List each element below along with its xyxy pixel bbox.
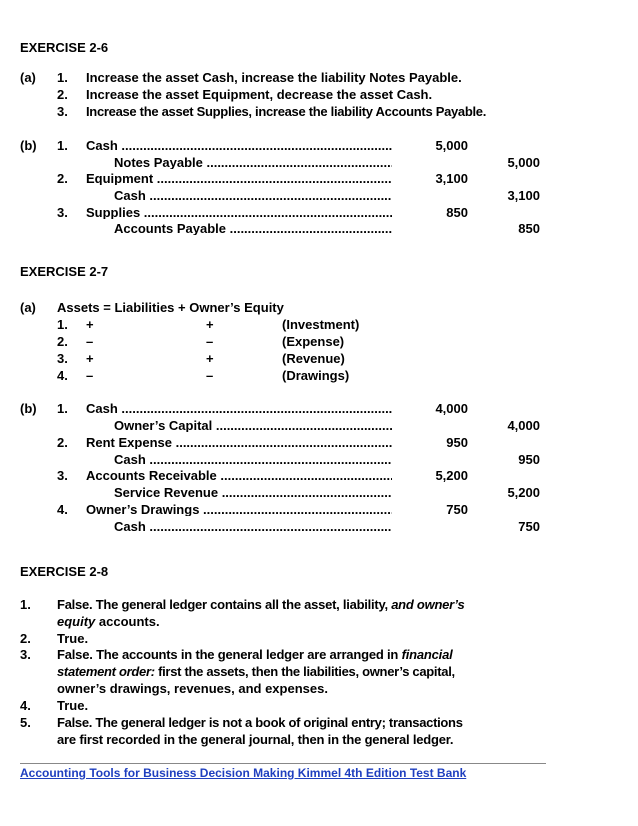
ex27-row-1-equity: + bbox=[206, 317, 214, 332]
ex26-entry-1-credit: Notes Payable ..... bbox=[114, 156, 392, 169]
ex28-item-1-text: False. The general ledger contains all the asset, liability, bbox=[57, 597, 392, 612]
ex28-item-4-line-1: True. bbox=[57, 698, 89, 713]
ex26-entry-2-num: 2. bbox=[57, 171, 68, 186]
ex26-entry-3-num: 3. bbox=[57, 205, 68, 220]
ex27-row-2-note: (Expense) bbox=[282, 334, 345, 349]
ex27-row-2-equity: – bbox=[206, 334, 214, 349]
ex27-entry-2-credit: Cash ..... bbox=[114, 453, 392, 466]
ex27-entry-4-debit: Owner’s Drawings ..... bbox=[86, 503, 392, 516]
ex27-entry-4-credit-amount: 750 bbox=[518, 519, 540, 534]
ex27-entry-3-debit-amount: 5,200 bbox=[435, 468, 468, 483]
ex27-part-a-label: (a) bbox=[20, 300, 36, 315]
ex27-entry-1-credit: Owner’s Capital ..... bbox=[114, 419, 392, 432]
ex26-part-a-label: (a) bbox=[20, 70, 36, 85]
ex26-entry-1-debit: Cash ..... bbox=[86, 139, 392, 152]
ex26-a-text-2: Increase the asset Equipment, decrease the asset Cash. bbox=[86, 87, 433, 102]
ex27-entry-3-num: 3. bbox=[57, 468, 68, 483]
ex26-entry-1-credit-amount: 5,000 bbox=[507, 155, 540, 170]
ex26-entry-2-credit-amount: 3,100 bbox=[507, 188, 540, 203]
ex26-entry-3-debit-amount: 850 bbox=[446, 205, 468, 220]
ex26-entry-3-credit: Accounts Payable ..... bbox=[114, 222, 392, 235]
ex28-item-3-emphasis-2: statement order: bbox=[57, 664, 155, 679]
ex26-a-num-2: 2. bbox=[57, 87, 68, 102]
ex28-item-1-emphasis: and owner’s bbox=[391, 597, 465, 612]
ex27-entry-2-num: 2. bbox=[57, 435, 68, 450]
exercise-2-8-title: EXERCISE 2-8 bbox=[20, 564, 109, 579]
ex27-entry-1-debit-amount: 4,000 bbox=[435, 401, 468, 416]
ex27-row-1-assets: + bbox=[86, 317, 94, 332]
exercise-2-7-title: EXERCISE 2-7 bbox=[20, 264, 109, 279]
ex26-entry-3-credit-amount: 850 bbox=[518, 221, 540, 236]
ex27-entry-2-debit-amount: 950 bbox=[446, 435, 468, 450]
ex26-entry-1-num: 1. bbox=[57, 138, 68, 153]
ex27-row-1-note: (Investment) bbox=[282, 317, 360, 332]
ex28-item-1-line-1 bbox=[57, 598, 465, 611]
ex28-item-2-num: 2. bbox=[20, 631, 31, 646]
ex27-row-4-num: 4. bbox=[57, 368, 68, 383]
ex27-row-4-equity: – bbox=[206, 368, 214, 383]
ex27-entry-3-credit: Service Revenue ..... bbox=[114, 486, 392, 499]
ex28-item-3-text: False. The accounts in the general ledger are arranged in bbox=[57, 647, 402, 662]
ex28-item-3-line-3: owner’s drawings, revenues, and expenses. bbox=[57, 681, 328, 696]
ex27-entry-1-debit: Cash ..... bbox=[86, 402, 392, 415]
ex28-item-2-line-1: True. bbox=[57, 631, 89, 646]
ex28-item-4-num: 4. bbox=[20, 698, 31, 713]
ex26-a-num-3: 3. bbox=[57, 104, 68, 119]
ex28-item-1-line-2 bbox=[57, 615, 160, 628]
ex27-entry-4-debit-amount: 750 bbox=[446, 502, 468, 517]
ex27-entry-4-num: 4. bbox=[57, 502, 68, 517]
ex27-entry-2-debit: Rent Expense ..... bbox=[86, 436, 392, 449]
ex27-row-4-note: (Drawings) bbox=[282, 368, 350, 383]
ex28-item-3-line-2 bbox=[57, 665, 455, 678]
ex27-row-4-assets: – bbox=[86, 368, 94, 383]
ex27-row-2-assets: – bbox=[86, 334, 94, 349]
exercise-2-6-title: EXERCISE 2-6 bbox=[20, 40, 109, 55]
ex26-a-num-1: 1. bbox=[57, 70, 68, 85]
footer-link[interactable]: Accounting Tools for Business Decision Making Kimmel 4th Edition Test Bank bbox=[20, 766, 467, 780]
accounting-equation: Assets = Liabilities + Owner’s Equity bbox=[57, 300, 284, 315]
ex28-item-1-num: 1. bbox=[20, 597, 31, 612]
ex26-a-text-1: Increase the asset Cash, increase the liability Notes Payable. bbox=[86, 70, 462, 85]
ex26-entry-1-debit-amount: 5,000 bbox=[435, 138, 468, 153]
ex26-entry-2-debit-amount: 3,100 bbox=[435, 171, 468, 186]
ex28-item-5-line-1: False. The general ledger is not a book of original entry; transactions bbox=[57, 715, 463, 730]
ex27-row-3-assets: + bbox=[86, 351, 94, 366]
ex27-row-2-num: 2. bbox=[57, 334, 68, 349]
ex26-entry-3-debit: Supplies ..... bbox=[86, 206, 392, 219]
ex27-entry-3-debit: Accounts Receivable ..... bbox=[86, 469, 392, 482]
ex28-item-3-line-1 bbox=[57, 648, 453, 661]
ex28-item-3-emphasis: financial bbox=[401, 647, 453, 662]
ex28-item-5-line-2: are first recorded in the general journal, then in the general ledger. bbox=[57, 732, 454, 747]
ex28-item-3-num: 3. bbox=[20, 647, 31, 662]
ex26-part-b-label: (b) bbox=[20, 138, 37, 153]
ex27-entry-1-num: 1. bbox=[57, 401, 68, 416]
ex27-entry-3-credit-amount: 5,200 bbox=[507, 485, 540, 500]
ex27-row-3-note: (Revenue) bbox=[282, 351, 345, 366]
ex28-item-1-text-2: accounts. bbox=[95, 614, 160, 629]
ex28-item-5-num: 5. bbox=[20, 715, 31, 730]
ex27-entry-1-credit-amount: 4,000 bbox=[507, 418, 540, 433]
ex27-part-b-label: (b) bbox=[20, 401, 37, 416]
ex27-entry-4-credit: Cash ..... bbox=[114, 520, 392, 533]
ex27-entry-2-credit-amount: 950 bbox=[518, 452, 540, 467]
ex27-row-3-num: 3. bbox=[57, 351, 68, 366]
ex26-entry-2-credit: Cash ..... bbox=[114, 189, 392, 202]
footer-divider bbox=[20, 763, 546, 764]
ex28-item-1-emphasis-2: equity bbox=[57, 614, 96, 629]
ex26-a-text-3: Increase the asset Supplies, increase the liability Accounts Payable. bbox=[86, 104, 487, 119]
ex27-row-1-num: 1. bbox=[57, 317, 68, 332]
ex27-row-3-equity: + bbox=[206, 351, 214, 366]
ex26-entry-2-debit: Equipment ..... bbox=[86, 172, 392, 185]
ex28-item-3-text-2: first the assets, then the liabilities, owner’s capital, bbox=[154, 664, 455, 679]
